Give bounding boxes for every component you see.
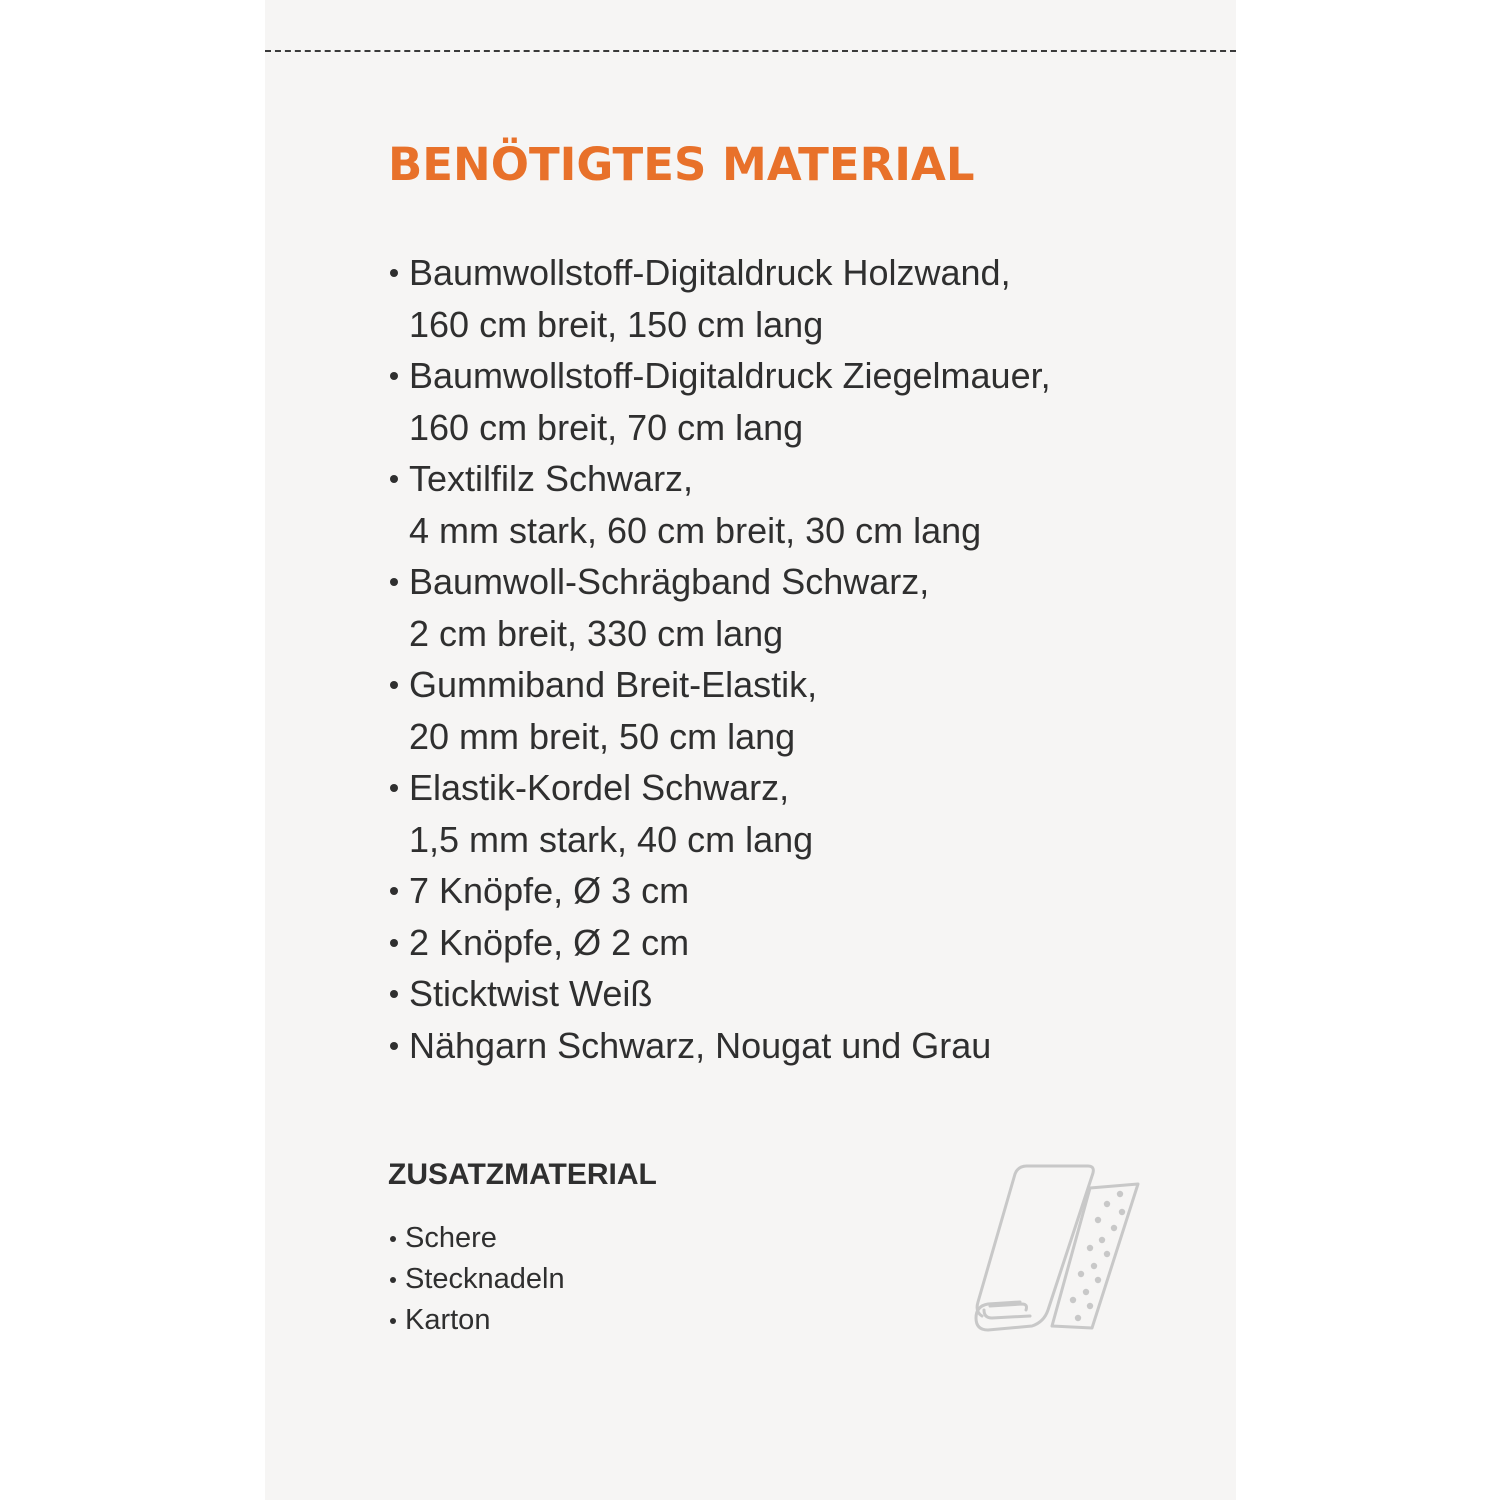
- material-item: [388, 247, 1188, 350]
- extra-material-item: Karton: [388, 1300, 565, 1341]
- material-item-line: 160 cm breit, 70 cm lang: [409, 406, 804, 448]
- material-item-line: Gummiband Breit-Elastik,: [409, 664, 818, 705]
- material-item-line: 7 Knöpfe, Ø 3 cm: [409, 870, 690, 911]
- material-item-line: 4 mm stark, 60 cm breit, 30 cm lang: [409, 509, 982, 551]
- material-item-line: 2 Knöpfe, Ø 2 cm: [409, 921, 690, 963]
- material-item-line: 1,5 mm stark, 40 cm lang: [409, 818, 814, 860]
- material-item-line: 160 cm breit, 150 cm lang: [409, 303, 824, 345]
- material-item: [388, 659, 1188, 762]
- extra-material-list: [388, 1218, 565, 1341]
- material-item-line: Baumwoll-Schrägband Schwarz,: [409, 561, 930, 602]
- extra-material-title: ZUSATZMATERIAL: [388, 1158, 657, 1191]
- material-item: [388, 350, 1188, 453]
- material-item: [388, 1020, 1188, 1072]
- material-item-line: Baumwollstoff-Digitaldruck Ziegelmauer,: [409, 355, 1051, 396]
- material-item-line: Elastik-Kordel Schwarz,: [409, 767, 790, 808]
- material-item-line: 2 cm breit, 330 cm lang: [409, 612, 784, 654]
- material-item-line: 20 mm breit, 50 cm lang: [409, 715, 796, 757]
- material-item-line: Textilfilz Schwarz,: [409, 458, 694, 499]
- material-item-line: Baumwollstoff-Digitaldruck Holzwand,: [409, 252, 1011, 293]
- material-item: [388, 917, 1188, 969]
- material-page: [265, 0, 1236, 1500]
- fabric-roll-icon: [970, 1160, 1145, 1335]
- extra-material-item: Stecknadeln: [388, 1259, 565, 1300]
- material-item: [388, 762, 1188, 865]
- material-item: [388, 453, 1188, 556]
- extra-material-item: Schere: [388, 1218, 565, 1259]
- material-title: BENÖTIGTES MATERIAL: [388, 138, 975, 191]
- material-item: [388, 865, 1188, 917]
- material-item-line: Sticktwist Weiß: [409, 973, 653, 1014]
- dashed-cut-line: [265, 50, 1236, 52]
- material-item: [388, 556, 1188, 659]
- material-list: [388, 247, 1188, 1071]
- material-item: [388, 968, 1188, 1020]
- material-item-line: Nähgarn Schwarz, Nougat und Grau: [409, 1024, 992, 1066]
